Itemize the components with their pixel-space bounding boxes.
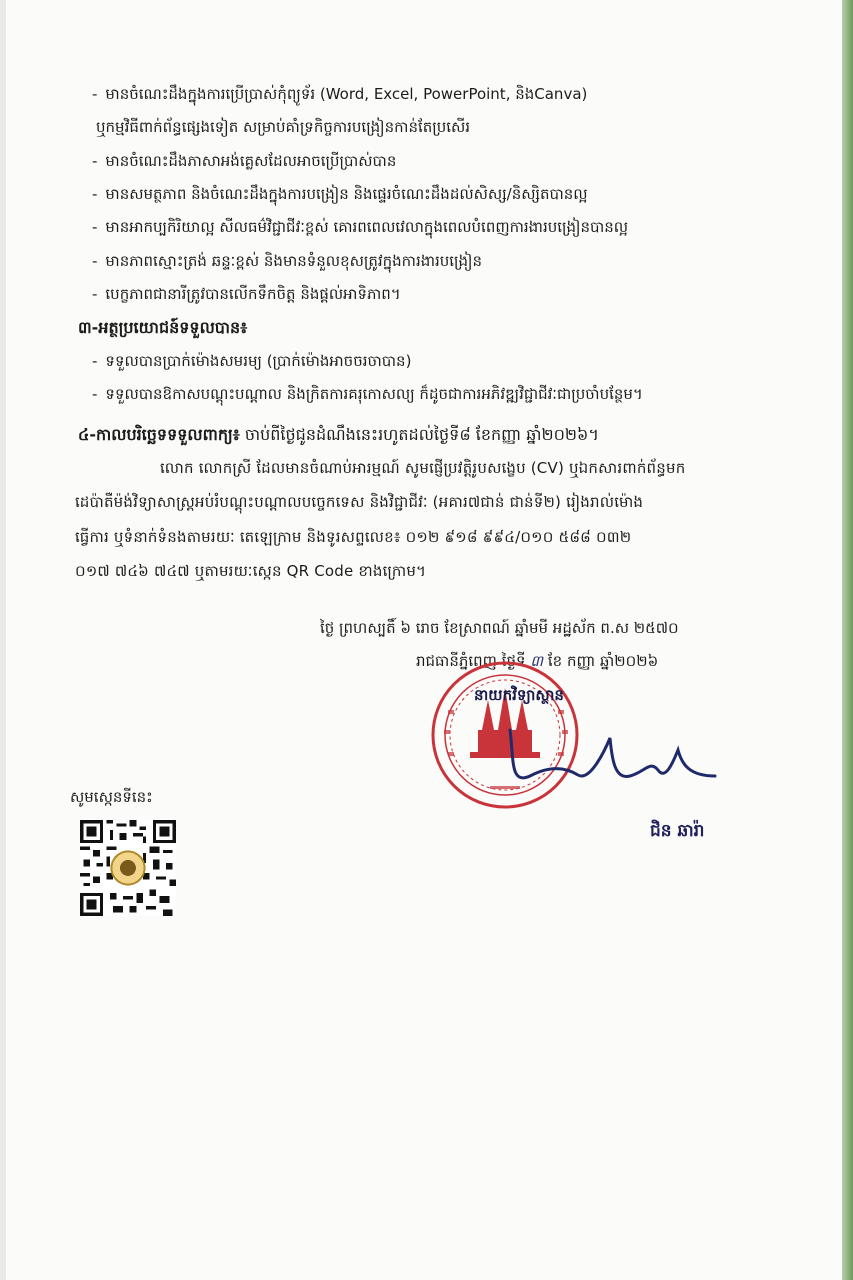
requirement-honesty: - មានភាពស្មោះត្រង់ ឆន្ទៈខ្ពស់ និងមានទំនួលខុសត្រូវក្នុងការងារបង្រៀន xyxy=(92,251,482,271)
page-edge xyxy=(842,0,853,1280)
requirement-computer-skills: - មានចំណេះដឹងក្នុងការប្រើប្រាស់កុំព្យូទ័រ (Word, Excel, PowerPoint, និងCanva) xyxy=(92,84,587,104)
contact-paragraph-line-1: លោក លោកស្រី ដែលមានចំណាប់អារម្មណ៍ សូមផ្ញើប្រវត្តិរូបសង្ខេប (CV) ឬឯកសារពាក់ព័ន្ធមក xyxy=(160,459,686,477)
section4-heading: ៤-កាលបរិច្ឆេទទទួលពាក្យ៖ xyxy=(78,425,240,444)
benefit-training: - ទទួលបានឱកាសបណ្តុះបណ្តាល និងក្រិតការគរុកោសល្យ ក៏ដូចជាការអភិវឌ្ឍវិជ្ជាជីវៈជាប្រចាំបន្ថែម។ xyxy=(92,384,643,404)
solar-date-year: ឆ្នាំ២០២៦ xyxy=(600,652,659,670)
requirement-women-encouraged: - បេក្ខភាពជានារីត្រូវបានលើកទឹកចិត្ត និងផ្តល់អាទិភាព។ xyxy=(92,284,401,304)
solar-date-prefix: រាជធានីភ្នំពេញ ថ្ងៃទី xyxy=(416,652,526,670)
contact-paragraph-line-2: ដេប៉ាតឺម៉ង់វិទ្យាសាស្ត្រអប់រំបណ្តុះបណ្តាលបច្ចេកទេស និងវិជ្ជាជីវៈ (អគារ៧ជាន់ ជាន់ទី២) រៀងរាល់ម៉ោង xyxy=(75,493,644,511)
solar-date-day: ៣ xyxy=(530,652,544,670)
director-title: នាយកវិទ្យាស្ថាន xyxy=(474,686,564,704)
section4-deadline: ចាប់ពីថ្ងៃជូនដំណឹងនេះរហូតដល់ថ្ងៃទី៨ ខែកញ្ញា ឆ្នាំ២០២៦។ xyxy=(239,425,599,444)
handwritten-signature xyxy=(500,710,730,800)
signatory-name: ជិន ឆារ៉ា xyxy=(650,821,705,841)
qr-code[interactable] xyxy=(80,820,176,916)
scan-label: សូមស្កេនទីនេះ xyxy=(70,788,153,806)
section4-line xyxy=(78,425,599,445)
contact-paragraph-line-3: ធ្វើការ ឬទំនាក់ទំនងតាមរយៈ តេឡេក្រាម និងទូរសព្ទលេខ៖ ០១២ ៩១៨ ៩៩៤/០១០ ៥៨៨ ០៣២ xyxy=(75,528,632,546)
requirement-english: - មានចំណេះដឹងភាសាអង់គ្លេសដែលអាចប្រើប្រាស់បាន xyxy=(92,151,396,171)
benefit-hourly-pay: - ទទួលបានប្រាក់ម៉ោងសមរម្យ (ប្រាក់ម៉ោងអាចចរចាបាន) xyxy=(92,351,411,371)
requirement-computer-skills-cont: ឬកម្មវិធីពាក់ព័ន្ធផ្សេងទៀត សម្រាប់គាំទ្រកិច្ចការបង្រៀនកាន់តែប្រសើរ xyxy=(96,118,471,136)
section3-heading: ៣-អត្ថប្រយោជន៍ទទួលបាន៖ xyxy=(78,318,248,337)
lunar-date: ថ្ងៃ ព្រហស្បតិ៍ ៦ រោច ខែស្រាពណ៍ ឆ្នាំមមី អដ្ឋស័ក ព.ស ២៥៧០ xyxy=(320,619,679,637)
contact-paragraph-line-4: ០១៧ ៧៤៦ ៧៤៧ ឬតាមរយៈស្កេន QR Code ខាងក្រោម។ xyxy=(75,562,427,580)
solar-date-month: ខែ កញ្ញា xyxy=(547,652,596,670)
requirement-teaching-ability: - មានសមត្ថភាព និងចំណេះដឹងក្នុងការបង្រៀន និងផ្ទេរចំណេះដឹងដល់សិស្ស/និស្សិតបានល្អ xyxy=(92,184,588,204)
requirement-ethics: - មានអាកប្បកិរិយាល្អ សីលធម៌វិជ្ជាជីវៈខ្ពស់ គោរពពេលវេលាក្នុងពេលបំពេញការងារបង្រៀនបានល្អ xyxy=(92,217,628,237)
